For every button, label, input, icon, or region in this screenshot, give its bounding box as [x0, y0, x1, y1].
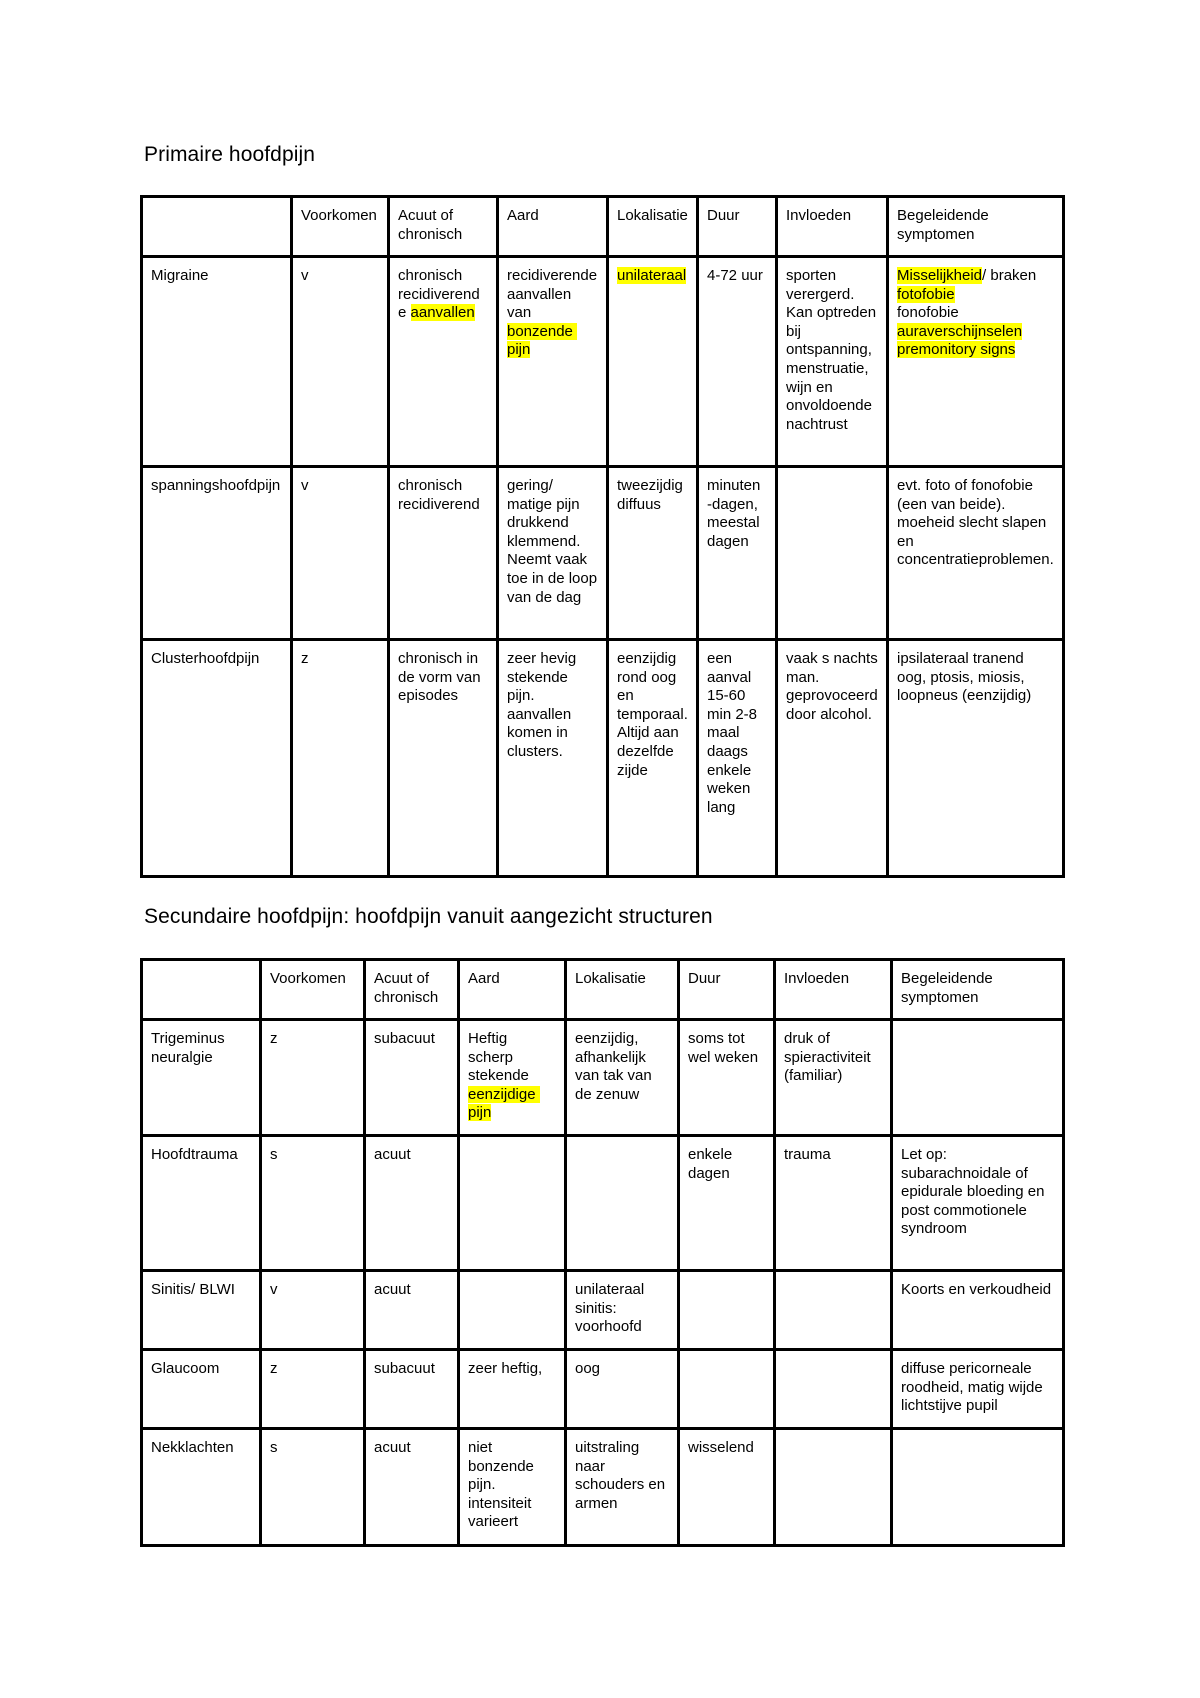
cell-text: diffuse pericorneale roodheid, matig wijde lichtstijve pupil	[901, 1360, 1047, 1415]
cell-text: chronisch recidiverende	[398, 267, 480, 322]
cell-voorkomen	[261, 1350, 365, 1429]
cell-begeleidende-symptomen	[892, 1020, 1064, 1136]
highlighted-text: fotofobie	[897, 285, 955, 303]
cell-text: s	[270, 1439, 278, 1456]
cell-text: acuut	[374, 1146, 411, 1163]
cell-text: uitstraling naar schouders en armen	[575, 1439, 670, 1512]
cell-voorkomen	[292, 257, 389, 467]
cell-lokalisatie	[608, 467, 698, 640]
cell-text: chronisch in de vorm van episodes	[398, 650, 485, 705]
cell-text: eenzijdig rond oog en temporaal. Altijd aan dezelfde zijde	[617, 650, 692, 779]
cell-text: trauma	[784, 1146, 831, 1163]
header-cell-lokalisatie: Lokalisatie	[566, 960, 679, 1020]
cell-invloeden	[775, 1136, 892, 1271]
cell-invloeden	[777, 467, 888, 640]
highlighted-text: premonitory signs	[897, 341, 1016, 359]
cell-text: Glaucoom	[151, 1360, 220, 1377]
section-title-primaire: Primaire hoofdpijn	[144, 143, 316, 166]
cell-text: z	[270, 1360, 278, 1377]
highlighted-text: aanvallen	[410, 304, 475, 322]
header-cell-voorkomen: Voorkomen	[292, 197, 389, 257]
cell-text: tweezijdig diffuus	[617, 477, 688, 513]
cell-lokalisatie	[566, 1429, 679, 1546]
cell-begeleidende-symptomen	[892, 1271, 1064, 1350]
cell-row-label	[142, 467, 292, 640]
table-row	[142, 257, 1064, 467]
cell-invloeden	[777, 640, 888, 877]
header-cell-begeleidende-symptomen: Begeleidende symptomen	[892, 960, 1064, 1020]
cell-aard	[498, 257, 608, 467]
cell-text: acuut	[374, 1281, 411, 1298]
cell-text: Sinitis/ BLWI	[151, 1281, 235, 1298]
cell-acuut-of-chronisch	[365, 1020, 459, 1136]
cell-text: wisselend	[688, 1439, 754, 1456]
cell-acuut-of-chronisch	[389, 640, 498, 877]
cell-lokalisatie	[566, 1136, 679, 1271]
cell-duur	[679, 1350, 775, 1429]
highlighted-text: auraverschijnselen	[897, 322, 1023, 340]
cell-acuut-of-chronisch	[389, 467, 498, 640]
cell-invloeden	[775, 1020, 892, 1136]
cell-row-label	[142, 1429, 261, 1546]
cell-text: oog	[575, 1360, 601, 1377]
cell-duur	[698, 467, 777, 640]
cell-duur	[679, 1020, 775, 1136]
cell-text: recidiverende aanvallen van	[507, 267, 602, 322]
cell-acuut-of-chronisch	[365, 1136, 459, 1271]
cell-lokalisatie	[566, 1350, 679, 1429]
cell-text: enkele dagen	[688, 1146, 737, 1182]
cell-aard	[459, 1429, 566, 1546]
cell-text: / braken	[982, 267, 1037, 284]
table-row	[142, 1429, 1064, 1546]
cell-begeleidende-symptomen	[892, 1350, 1064, 1429]
cell-aard	[498, 640, 608, 877]
cell-text: v	[301, 267, 309, 284]
cell-text: druk of spieractiviteit (familiar)	[784, 1030, 875, 1085]
cell-text: Hoofdtrauma	[151, 1146, 238, 1163]
table-header-row	[142, 197, 1064, 257]
cell-duur	[698, 257, 777, 467]
cell-text: z	[301, 650, 309, 667]
highlighted-text: eenzijdige pijn	[468, 1085, 540, 1122]
cell-text: Let op: subarachnoidale of epidurale bloeding en post commotionele syndroom	[901, 1146, 1049, 1238]
cell-begeleidende-symptomen	[892, 1429, 1064, 1546]
cell-text: zeer heftig,	[468, 1360, 543, 1377]
cell-voorkomen	[261, 1271, 365, 1350]
cell-acuut-of-chronisch	[365, 1350, 459, 1429]
cell-text: eenzijdig, afhankelijk van tak van de zenuw	[575, 1030, 656, 1103]
cell-text: een aanval 15-60 min 2-8 maal daags enkele weken lang	[707, 650, 762, 816]
cell-invloeden	[775, 1350, 892, 1429]
highlighted-text: Misselijkheid	[897, 267, 983, 284]
cell-text: gering/ matige pijn drukkend klemmend. Neemt vaak toe in de loop van de dag	[507, 477, 602, 606]
cell-text: v	[301, 477, 309, 494]
cell-text: fonofobie	[897, 304, 959, 322]
cell-text: zeer hevig stekende pijn. aanvallen komen in clusters.	[507, 650, 581, 760]
table-row	[142, 1136, 1064, 1271]
table-row	[142, 640, 1064, 877]
cell-text: 4-72 uur	[707, 267, 763, 284]
header-cell-duur: Duur	[679, 960, 775, 1020]
section-title-secundaire: Secundaire hoofdpijn: hoofdpijn vanuit aangezicht structuren	[144, 905, 713, 928]
cell-text: Heftig scherp stekende	[468, 1030, 534, 1085]
header-cell-aard: Aard	[459, 960, 566, 1020]
cell-text: spanningshoofdpijn	[151, 477, 281, 494]
cell-acuut-of-chronisch	[389, 257, 498, 467]
cell-text: s	[270, 1146, 278, 1163]
cell-lokalisatie	[608, 257, 698, 467]
cell-duur	[679, 1429, 775, 1546]
cell-voorkomen	[292, 467, 389, 640]
header-cell-voorkomen: Voorkomen	[261, 960, 365, 1020]
table-secundaire-hoofdpijn	[140, 958, 1065, 1547]
cell-aard	[498, 467, 608, 640]
cell-row-label	[142, 257, 292, 467]
cell-text: vaak s nachts man. geprovoceerd door alcohol.	[786, 650, 882, 723]
cell-text: chronisch recidiverend	[398, 477, 480, 513]
header-cell-duur: Duur	[698, 197, 777, 257]
cell-text: Nekklachten	[151, 1439, 234, 1456]
cell-invloeden	[775, 1429, 892, 1546]
cell-text: subacuut	[374, 1360, 435, 1377]
cell-begeleidende-symptomen	[892, 1136, 1064, 1271]
cell-begeleidende-symptomen	[888, 257, 1064, 467]
cell-text: ipsilateraal tranend oog, ptosis, miosis, loopneus (eenzijdig)	[897, 650, 1032, 705]
cell-aard	[459, 1020, 566, 1136]
cell-text: soms tot wel weken	[688, 1030, 759, 1066]
cell-text: Trigeminus neuralgie	[151, 1030, 229, 1066]
header-cell-invloeden: Invloeden	[775, 960, 892, 1020]
header-cell-row-label	[142, 197, 292, 257]
cell-acuut-of-chronisch	[365, 1271, 459, 1350]
cell-row-label	[142, 640, 292, 877]
table-primaire-hoofdpijn	[140, 195, 1065, 878]
table-header-row	[142, 960, 1064, 1020]
cell-row-label	[142, 1350, 261, 1429]
cell-text: acuut	[374, 1439, 411, 1456]
header-cell-invloeden: Invloeden	[777, 197, 888, 257]
cell-lokalisatie	[608, 640, 698, 877]
table-row	[142, 1020, 1064, 1136]
cell-voorkomen	[261, 1429, 365, 1546]
highlighted-text: bonzende pijn	[507, 322, 578, 359]
cell-text: z	[270, 1030, 278, 1047]
cell-begeleidende-symptomen	[888, 640, 1064, 877]
cell-text: minuten -dagen, meestal dagen	[707, 477, 765, 550]
cell-duur	[679, 1136, 775, 1271]
highlighted-text: unilateraal	[617, 267, 687, 284]
header-cell-aard: Aard	[498, 197, 608, 257]
header-cell-lokalisatie: Lokalisatie	[608, 197, 698, 257]
cell-voorkomen	[292, 640, 389, 877]
cell-begeleidende-symptomen	[888, 467, 1064, 640]
cell-text: Migraine	[151, 267, 209, 284]
cell-voorkomen	[261, 1136, 365, 1271]
cell-duur	[698, 640, 777, 877]
cell-row-label	[142, 1271, 261, 1350]
cell-aard	[459, 1350, 566, 1429]
cell-invloeden	[775, 1271, 892, 1350]
cell-aard	[459, 1136, 566, 1271]
cell-row-label	[142, 1136, 261, 1271]
table-row	[142, 1271, 1064, 1350]
header-cell-row-label	[142, 960, 261, 1020]
cell-duur	[679, 1271, 775, 1350]
header-cell-acuut-of-chronisch: Acuut of chronisch	[365, 960, 459, 1020]
cell-text: Clusterhoofdpijn	[151, 650, 260, 667]
cell-invloeden	[777, 257, 888, 467]
cell-text: v	[270, 1281, 278, 1298]
cell-row-label	[142, 1020, 261, 1136]
cell-lokalisatie	[566, 1020, 679, 1136]
header-cell-begeleidende-symptomen: Begeleidende symptomen	[888, 197, 1064, 257]
cell-text: niet bonzende pijn. intensiteit varieert	[468, 1439, 539, 1531]
cell-voorkomen	[261, 1020, 365, 1136]
cell-text: evt. foto of fonofobie (een van beide). moeheid slecht slapen en concentratieproblemen.	[897, 477, 1054, 569]
cell-text: unilateraal sinitis: voorhoofd	[575, 1281, 649, 1336]
cell-text: sporten verergerd. Kan optreden bij ontspanning, menstruatie, wijn en onvoldoende nachtrust	[786, 267, 881, 433]
table-row	[142, 467, 1064, 640]
cell-text: Koorts en verkoudheid	[901, 1281, 1052, 1298]
cell-aard	[459, 1271, 566, 1350]
cell-lokalisatie	[566, 1271, 679, 1350]
cell-acuut-of-chronisch	[365, 1429, 459, 1546]
header-cell-acuut-of-chronisch: Acuut of chronisch	[389, 197, 498, 257]
table-row	[142, 1350, 1064, 1429]
cell-text: subacuut	[374, 1030, 435, 1047]
